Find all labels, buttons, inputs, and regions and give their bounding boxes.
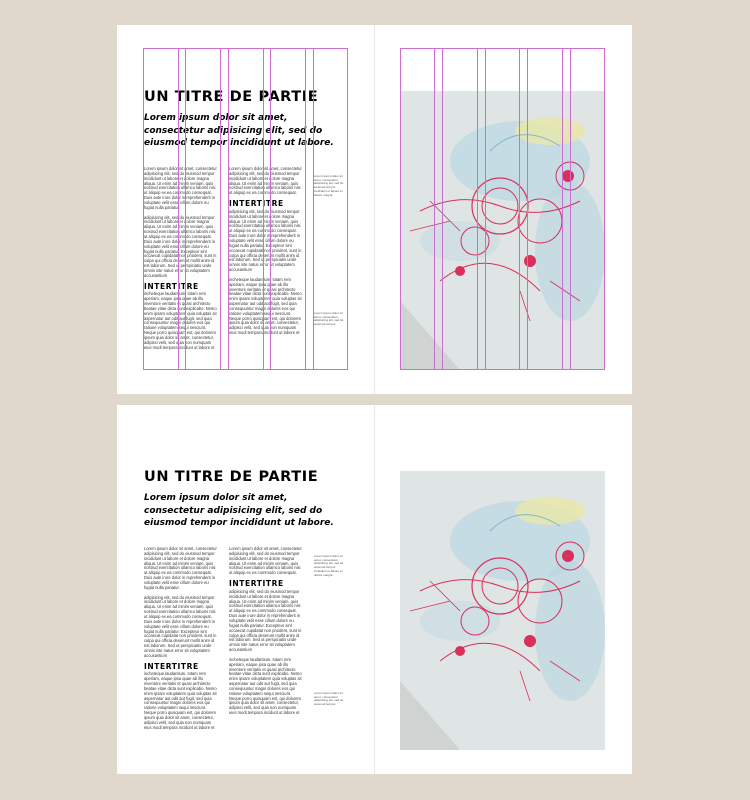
intertitle: INTERTITRE xyxy=(144,281,199,291)
body-paragraph: adipisicing elit, sed do eiusmod tempor incididunt ut labore et dolore magna aliqua. Ut enim ad minim veniam, quis nostrud exercitation ullamco laboris nisi ut aliquip ex ea commodo consequat. Duis aute irure dolor in reprehenderit in voluptate velit esse cillum dolore eu fugiat nulla pariatur. Excepteur sint occaecat cupidatat non proident, sunt in culpa qui officia deserunt mollit anim id est laborum. Sed ut perspiciatis unde omnis iste natus error sit voluptatem accusantium xyxy=(144,594,217,658)
margin-note: Lorem ipsum dolor sit amet, consectetur adipisicing elit, sed do eiusmod tempor. xyxy=(314,311,344,327)
floral-print-illustration xyxy=(400,471,605,750)
margin-note: Lorem ipsum dolor sit amet, consectetur adipisicing elit, sed do eiusmod tempor. xyxy=(314,691,344,707)
spread-with-grid xyxy=(117,25,632,394)
margin-note: Lorem ipsum dolor sit amet, consectetur adipisicing elit, sed do eiusmod tempor incididunt ut labore et dolore magna. xyxy=(314,174,344,197)
text-column-2 xyxy=(229,547,304,721)
body-paragraph: incheteque laudantium, totam rem aperiam, eaque ipsa quae ab illo inventore veritatis et quasi architecto beatae vitae dicta sunt explicabo. Nemo enim ipsam voluptatem quia voluptas sit aspernatur aut odit aut fugit, sed quia consequuntur magni dolores eos qui ratione voluptatem sequi nesciunt. Neque porro quisquam est, qui dolorem ipsum quia dolor sit amet, consectetur, adipisci velit, sed quia non numquam eius modi tempora incidunt ut labore et xyxy=(229,276,302,336)
artwork-photo xyxy=(400,91,605,370)
body-paragraph: Lorem ipsum dolor sit amet, consectetur adipisicing elit, sed do eiusmod tempor incididunt ut labore et dolore magna aliqua. Ut enim ad minim veniam, quis nostrud exercitation ullamco laboris nisi ut aliquip ex ea commodo consequat. xyxy=(229,546,302,576)
section-title: UN TITRE DE PARTIE xyxy=(144,89,319,105)
intertitle: INTERTITRE xyxy=(144,661,199,671)
intertitle: INTERTITRE xyxy=(229,579,284,589)
lead-paragraph: Lorem ipsum dolor sit amet, consectetur adipisicing elit, sed do eiusmod tempor incididunt ut labore. xyxy=(144,493,334,528)
body-paragraph: adipisicing elit, sed do eiusmod tempor incididunt ut labore et dolore magna aliqua. Ut enim ad minim veniam, quis nostrud exercitation ullamco laboris nisi ut aliquip ex ea commodo consequat. Duis aute irure dolor in reprehenderit in voluptate velit esse cillum dolore eu fugiat nulla pariatur. Excepteur sint occaecat cupidatat non proident, sunt in culpa qui officia deserunt mollit anim id est laborum. Sed ut perspiciatis unde omnis iste natus error sit voluptatem accusantium xyxy=(229,208,302,273)
lead-paragraph: Lorem ipsum dolor sit amet, consectetur adipisicing elit, sed do eiusmod tempor incididunt ut labore. xyxy=(144,113,334,148)
body-paragraph: Lorem ipsum dolor sit amet, consectetur adipisicing elit, sed do eiusmod tempor incididunt ut labore et dolore magna aliqua. Ut enim ad minim veniam, quis nostrud exercitation ullamco laboris nisi ut aliquip ex ea commodo consequat. Duis aute irure dolor in reprehenderit in voluptate velit esse cillum dolore eu fugiat nulla pariatur. xyxy=(144,546,217,590)
body-paragraph: Lorem ipsum dolor sit amet, consectetur adipisicing elit, sed do eiusmod tempor incididunt ut labore et dolore magna aliqua. Ut enim ad minim veniam, quis nostrud exercitation ullamco laboris nisi ut aliquip ex ea commodo consequat. Duis aute irure dolor in reprehenderit in voluptate velit esse cillum dolore eu fugiat nulla pariatur. xyxy=(144,166,217,210)
intertitle: INTERTITRE xyxy=(229,199,284,209)
left-page xyxy=(117,25,374,394)
spread-clean xyxy=(117,405,632,774)
body-paragraph: Lorem ipsum dolor sit amet, consectetur adipisicing elit, sed do eiusmod tempor incididunt ut labore et dolore magna aliqua. Ut enim ad minim veniam, quis nostrud exercitation ullamco laboris nisi ut aliquip ex ea commodo consequat. xyxy=(229,166,302,196)
left-page xyxy=(117,405,374,774)
margin-note: Lorem ipsum dolor sit amet, consectetur adipisicing elit, sed do eiusmod tempor incididunt ut labore et dolore magna. xyxy=(314,554,344,577)
artwork-photo xyxy=(400,471,605,750)
body-paragraph: incheteque laudantium, totam rem aperiam, eaque ipsa quae ab illo inventore veritatis et quasi architecto beatae vitae dicta sunt explicabo. Nemo enim ipsam voluptatem quia voluptas sit aspernatur aut odit aut fugit, sed quia consequuntur magni dolores eos qui ratione voluptatem sequi nesciunt. Neque porro quisquam est, qui dolorem ipsum quia dolor sit amet, consectetur, adipisci velit, sed quia non numquam eius modi tempora incidunt ut labore et xyxy=(144,291,217,350)
floral-print-illustration xyxy=(400,91,605,370)
text-column-1 xyxy=(144,547,219,736)
body-paragraph: adipisicing elit, sed do eiusmod tempor incididunt ut labore et dolore magna aliqua. Ut enim ad minim veniam, quis nostrud exercitation ullamco laboris nisi ut aliquip ex ea commodo consequat. Duis aute irure dolor in reprehenderit in voluptate velit esse cillum dolore eu fugiat nulla pariatur. Excepteur sint occaecat cupidatat non proident, sunt in culpa qui officia deserunt mollit anim id est laborum. Sed ut perspiciatis unde omnis iste natus error sit voluptatem accusantium xyxy=(229,588,302,653)
text-column-1 xyxy=(144,167,219,356)
body-paragraph: adipisicing elit, sed do eiusmod tempor incididunt ut labore et dolore magna aliqua. Ut enim ad minim veniam, quis nostrud exercitation ullamco laboris nisi ut aliquip ex ea commodo consequat. Duis aute irure dolor in reprehenderit in voluptate velit esse cillum dolore eu fugiat nulla pariatur. Excepteur sint occaecat cupidatat non proident, sunt in culpa qui officia deserunt mollit anim id est laborum. Sed ut perspiciatis unde omnis iste natus error sit voluptatem accusantium xyxy=(144,214,217,278)
body-paragraph: incheteque laudantium, totam rem aperiam, eaque ipsa quae ab illo inventore veritatis et quasi architecto beatae vitae dicta sunt explicabo. Nemo enim ipsam voluptatem quia voluptas sit aspernatur aut odit aut fugit, sed quia consequuntur magni dolores eos qui ratione voluptatem sequi nesciunt. Neque porro quisquam est, qui dolorem ipsum quia dolor sit amet, consectetur, adipisci velit, sed quia non numquam eius modi tempora incidunt ut labore et xyxy=(229,656,302,716)
text-column-2 xyxy=(229,167,304,341)
body-paragraph: incheteque laudantium, totam rem aperiam, eaque ipsa quae ab illo inventore veritatis et quasi architecto beatae vitae dicta sunt explicabo. Nemo enim ipsam voluptatem quia voluptas sit aspernatur aut odit aut fugit, sed quia consequuntur magni dolores eos qui ratione voluptatem sequi nesciunt. Neque porro quisquam est, qui dolorem ipsum quia dolor sit amet, consectetur, adipisci velit, sed quia non numquam eius modi tempora incidunt ut labore et xyxy=(144,671,217,730)
section-title: UN TITRE DE PARTIE xyxy=(144,469,319,485)
